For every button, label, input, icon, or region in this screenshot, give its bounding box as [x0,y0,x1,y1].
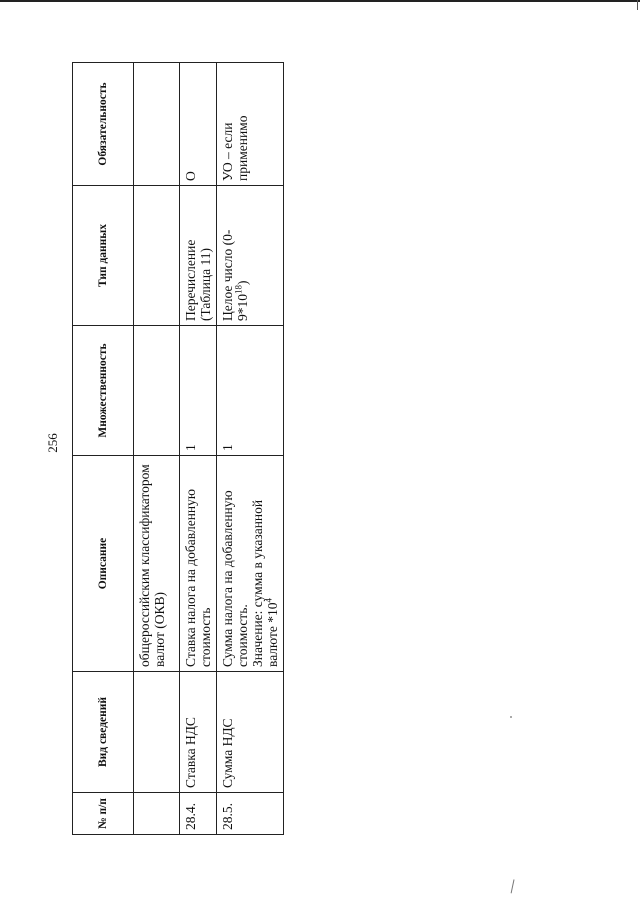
cell-required: О [180,63,217,186]
cell-required: УО – если применимо [217,63,284,186]
cell-multiplicity: 1 [180,326,217,456]
cell-description [134,456,180,672]
cell-data-type [217,186,284,326]
cell-num: 28.5. [217,793,284,835]
cell-data-type [134,186,180,326]
table-row [217,63,284,835]
description-exponent: 4 [263,598,274,603]
header-required: Обязательность [73,63,134,186]
header-num: № п/п [73,793,134,835]
cell-description [217,456,284,672]
cell-data-type: Перечисление (Таблица 11) [180,186,217,326]
table-row [134,63,180,835]
description-text: Значение: сумма в указанной валюте *10 [250,499,280,667]
cell-required [134,63,180,186]
header-description: Описание [73,456,134,672]
cell-kind: Сумма НДС [217,672,284,793]
cell-num [134,793,180,835]
cell-multiplicity [134,326,180,456]
table-row [180,63,217,835]
header-kind: Вид сведений [73,672,134,793]
data-type-suffix: ) [235,280,250,285]
cell-multiplicity: 1 [217,326,284,456]
cell-kind: Ставка НДС [180,672,217,793]
cell-description [180,456,217,672]
scan-right-edge [637,0,638,10]
scan-top-edge [0,0,640,2]
header-data-type: Тип данных [73,186,134,326]
data-type-exponent: 18 [233,285,244,294]
cell-num: 28.4. [180,793,217,835]
description-line: общероссийским классификатором валют (ОКВ) [137,464,167,667]
table-header-row [73,63,134,835]
cell-kind [134,672,180,793]
description-line [250,460,280,667]
data-type-prefix: Целое число (0-9*10 [220,229,250,321]
description-line: Ставка налога на добавленную стоимость [183,489,213,667]
page-number: 256 [45,433,60,453]
description-line: Сумма налога на добавленную стоимость. [220,490,250,667]
header-multiplicity: Множественность [73,326,134,456]
requirements-table [72,62,284,835]
rotated-table-container [72,63,280,835]
pen-mark [511,879,521,894]
scan-speck [510,716,512,718]
